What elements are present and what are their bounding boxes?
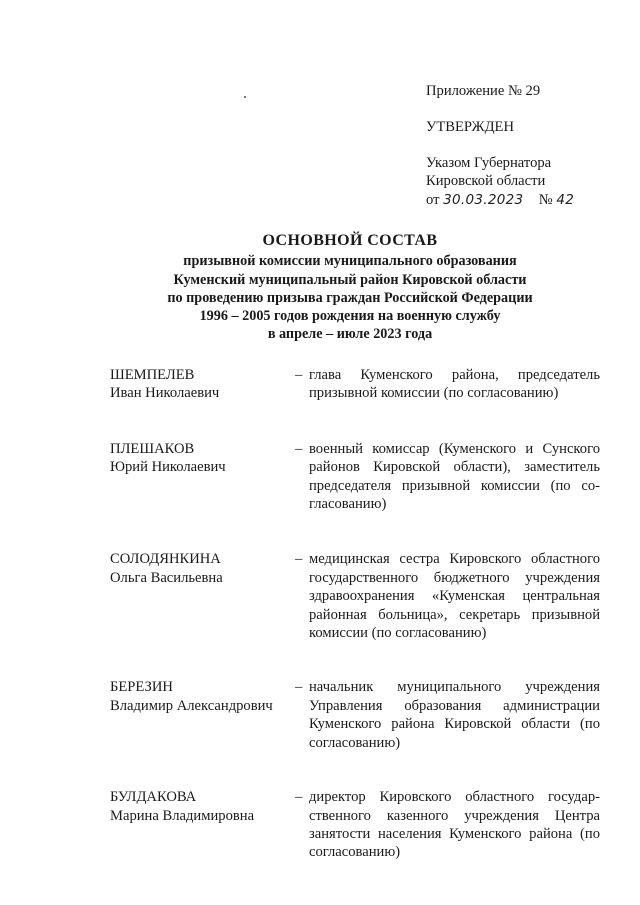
member-given-names: Владимир Александрович	[110, 697, 273, 714]
member-role: начальник муниципального учреждения Управления образования администрации Куменского района Кировской области (по согласованию)	[309, 679, 600, 751]
member-entry	[110, 678, 600, 752]
member-name	[110, 366, 290, 403]
member-name	[110, 678, 290, 752]
from-label: от	[426, 191, 440, 208]
member-dash: –	[295, 789, 303, 806]
member-dash: –	[295, 367, 303, 383]
annex-number: Приложение № 29	[426, 83, 541, 99]
member-entry	[110, 550, 600, 642]
decree-line-2: Кировской области	[426, 173, 546, 190]
member-role: директор Кировского областного государственного казенного учреждения Центра занятости населения Куменского района (по согласованию)	[309, 789, 600, 861]
scan-speck	[244, 96, 246, 98]
member-role: военный комиссар (Куменского и Сунского районов Кировской области), заместитель председателя призывной комиссии (по согласованию)	[309, 440, 600, 513]
title-line: призывной комиссии муниципального образования	[183, 253, 517, 270]
member-surname: ПЛЕШАКОВ	[110, 440, 195, 457]
members-list	[110, 366, 600, 862]
member-name	[110, 550, 290, 642]
member-role: глава Куменского района, председатель призывной комиссии (по согласованию)	[309, 367, 600, 402]
member-entry	[110, 440, 600, 514]
decree-date-line	[426, 191, 626, 209]
decree-number: 42	[556, 191, 575, 208]
member-given-names: Ольга Васильевна	[110, 569, 223, 586]
approved-stamp-text: УТВЕРЖДЕН	[426, 119, 514, 136]
member-dash: –	[295, 551, 303, 568]
member-surname: СОЛОДЯНКИНА	[110, 551, 221, 568]
member-given-names: Иван Николаевич	[110, 385, 220, 402]
member-entry	[110, 366, 600, 403]
decree-line-1: Указом Губернатора	[426, 154, 552, 171]
document-title	[100, 232, 600, 343]
member-given-names: Марина Владимировна	[110, 807, 255, 824]
member-role: медицинская сестра Кировского областного государственного бюджетного учреждения здравоохранения «Куменская центральная районная больница», секретарь призывной комиссии (по согласованию)	[309, 551, 600, 642]
member-surname: БУЛДАКОВА	[110, 789, 197, 806]
member-given-names: Юрий Николаевич	[110, 459, 226, 476]
member-name	[110, 788, 290, 862]
member-entry	[110, 788, 600, 862]
title-line: в апреле – июле 2023 года	[267, 326, 433, 343]
member-dash: –	[295, 679, 303, 696]
title-line: 1996 – 2005 годов рождения на военную службу	[199, 308, 501, 325]
member-dash: –	[295, 440, 303, 457]
number-label: №	[538, 191, 553, 208]
approval-block	[426, 82, 626, 209]
title-line: по проведению призыва граждан Российской Федерации	[167, 289, 533, 306]
decree-date: 30.03.2023	[443, 191, 524, 208]
member-surname: ШЕМПЕЛЕВ	[110, 367, 195, 383]
member-surname: БЕРЕЗИН	[110, 679, 173, 696]
title-line: Куменский муниципальный район Кировской области	[173, 271, 527, 288]
title-main: ОСНОВНОЙ СОСТАВ	[262, 232, 438, 249]
member-name	[110, 440, 290, 514]
